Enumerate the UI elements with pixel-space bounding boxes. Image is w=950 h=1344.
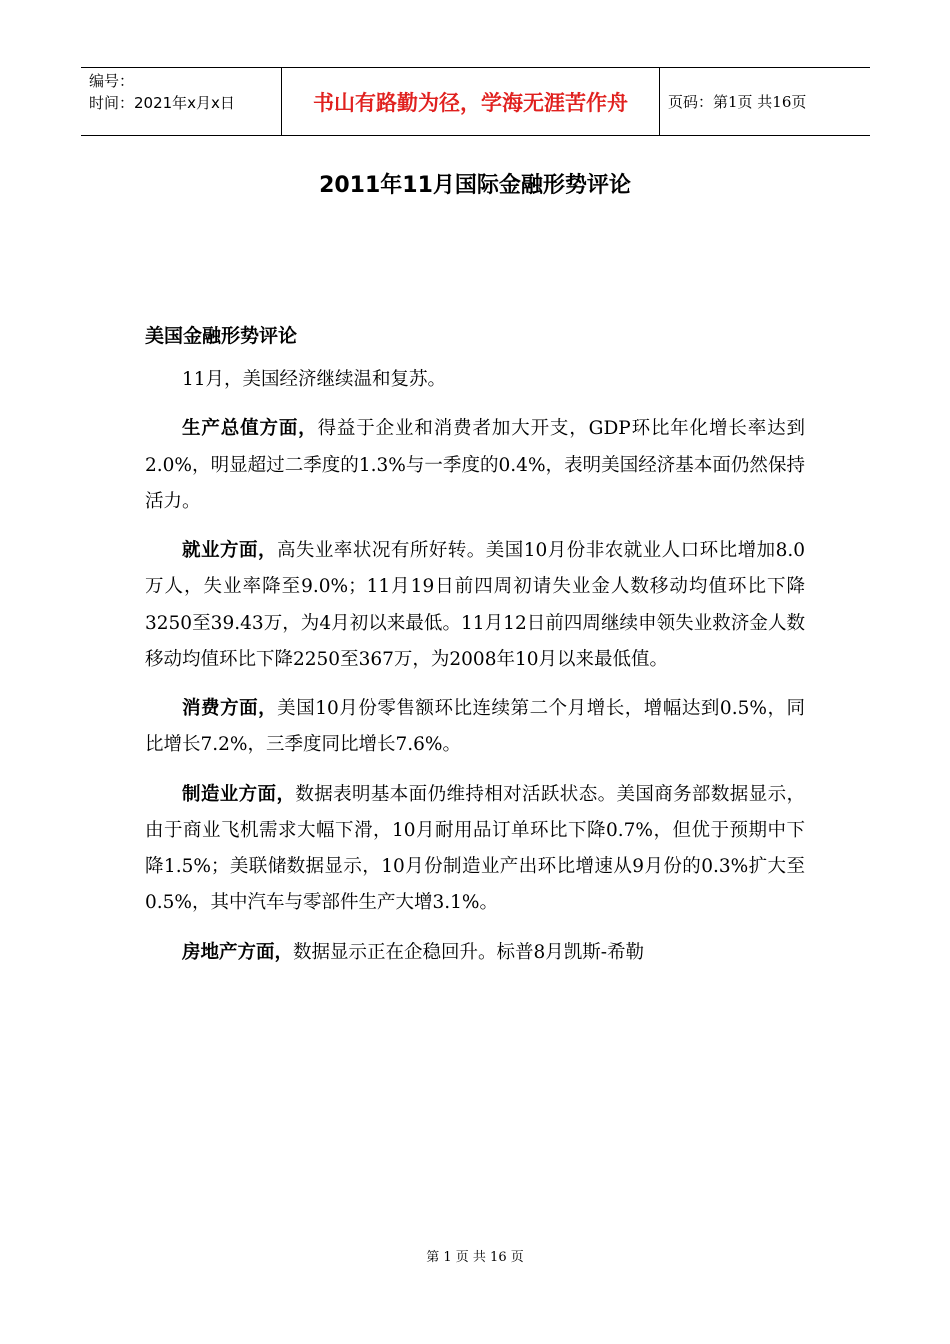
paragraph-text: 得益于企业和消费者加大开支，GDP环比年化增长率达到2.0%，明显超过二季度的1.3%与一季度的0.4%，表明美国经济基本面仍然保持活力。 xyxy=(145,418,805,512)
time-label: 时间：2021年x月x日 xyxy=(89,94,235,112)
section-heading: 美国金融形势评论 xyxy=(145,325,298,347)
paragraph xyxy=(145,533,805,678)
paragraph xyxy=(145,777,805,922)
paragraph-text: 美国10月份零售额环比连续第二个月增长，增幅达到0.5%，同比增长7.2%，三季度同比增长7.6%。 xyxy=(145,698,805,756)
paragraph-lead: 就业方面， xyxy=(182,540,277,562)
paragraph xyxy=(145,691,805,763)
paragraph-text: 高失业率状况有所好转。美国10月份非农就业人口环比增加8.0万人，失业率降至9.0%；11月19日前四周初请失业金人数移动均值环比下降3250至39.43万，为4月初以来最低。11月12日前四周继续申领失业救济金人数移动均值环比下降2250至367万，为2008年10月以来最低值。 xyxy=(145,540,805,670)
paragraph-text: 数据表明基本面仍维持相对活跃状态。美国商务部数据显示，由于商业飞机需求大幅下滑，10月耐用品订单环比下降0.7%，但优于预期中下降1.5%；美联储数据显示，10月份制造业产出环比增速从9月份的0.3%扩大至0.5%，其中汽车与零部件生产大增3.1%。 xyxy=(145,783,805,914)
paragraph-lead: 生产总值方面， xyxy=(182,418,318,440)
paragraph xyxy=(145,411,805,520)
number-label: 编号： xyxy=(89,72,135,90)
header-page-info: 页码：第1页 共16页 xyxy=(668,93,807,111)
paragraph-text: 数据显示正在企稳回升。标普8月凯斯-希勒 xyxy=(293,941,645,963)
header-meta xyxy=(81,68,282,135)
paragraph-lead: 消费方面， xyxy=(182,698,278,720)
page-header xyxy=(81,67,870,136)
paragraph xyxy=(145,362,805,398)
paragraph-lead: 房地产方面， xyxy=(182,941,294,963)
paragraph-lead: 制造业方面， xyxy=(182,783,296,805)
document-body xyxy=(145,362,805,984)
page-footer: 第 1 页 共 16 页 xyxy=(426,1250,524,1265)
paragraph-text: 11月，美国经济继续温和复苏。 xyxy=(182,369,447,390)
paragraph xyxy=(145,935,805,971)
header-motto: 书山有路勤为径，学海无涯苦作舟 xyxy=(282,68,660,135)
document-title: 2011年11月国际金融形势评论 xyxy=(319,173,631,198)
